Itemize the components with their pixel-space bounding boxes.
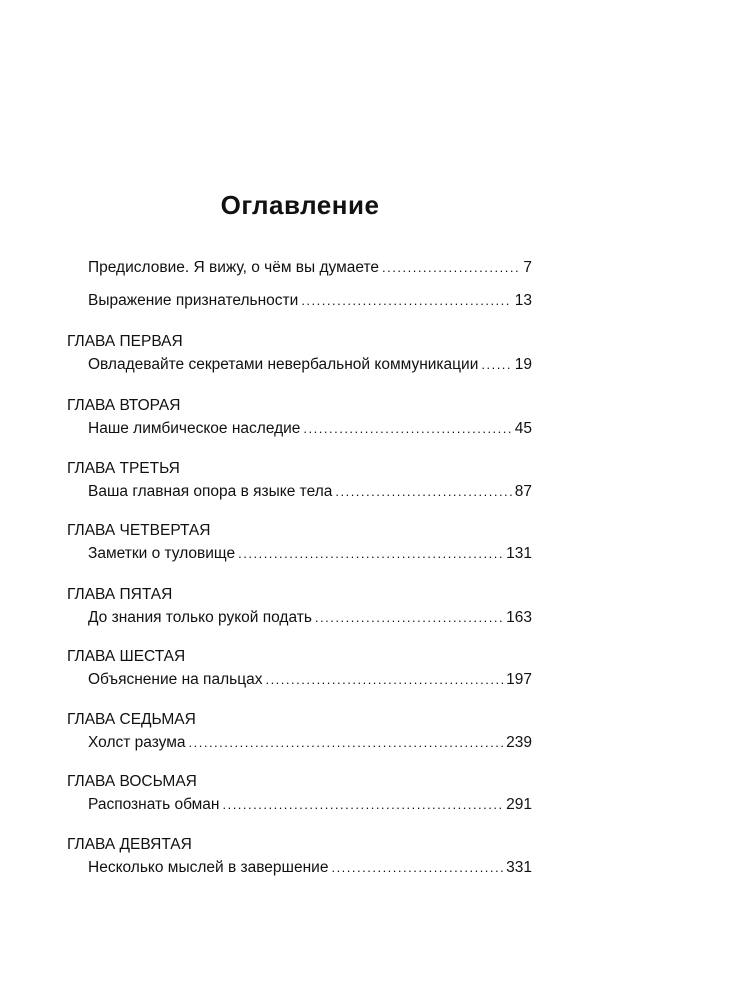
toc-entry-acknowledgements[interactable]	[88, 292, 532, 314]
chapter-heading: ГЛАВА ЧЕТВЕРТАЯ	[67, 522, 211, 539]
toc-entry-page: 291	[506, 796, 532, 813]
toc-entry-page: 163	[506, 609, 532, 626]
toc-entry-title: Заметки о туловище	[88, 545, 236, 562]
toc-entry-page: 331	[506, 859, 532, 876]
chapter-heading: ГЛАВА ПЯТАЯ	[67, 586, 173, 603]
toc-entry-title: Выражение признательности	[88, 292, 299, 309]
dot-leader	[301, 293, 511, 308]
toc-entry-chapter-4[interactable]	[88, 545, 532, 567]
toc-entry-page: 45	[514, 420, 532, 437]
dot-leader	[222, 797, 503, 812]
toc-entry-title: Овладевайте секретами невербальной коммуникации	[88, 356, 479, 373]
dot-leader	[315, 610, 503, 625]
dot-leader	[265, 672, 503, 687]
toc-entry-page: 13	[514, 292, 532, 309]
chapter-heading: ГЛАВА ВТОРАЯ	[67, 397, 181, 414]
chapter-heading: ГЛАВА ПЕРВАЯ	[67, 333, 183, 350]
chapter-heading: ГЛАВА ВОСЬМАЯ	[67, 773, 197, 790]
toc-entry-page: 87	[514, 483, 532, 500]
dot-leader	[382, 260, 520, 275]
chapter-heading: ГЛАВА ТРЕТЬЯ	[67, 460, 180, 477]
toc-entry-chapter-3[interactable]	[88, 483, 532, 505]
toc-entry-chapter-2[interactable]	[88, 420, 532, 442]
page-title: Оглавление	[220, 190, 380, 220]
dot-leader	[238, 546, 503, 561]
toc-entry-page: 131	[506, 545, 532, 562]
toc-entry-page: 19	[514, 356, 532, 373]
dot-leader	[331, 860, 503, 875]
toc-entry-page: 239	[506, 734, 532, 751]
toc-entry-title: Наше лимбическое наследие	[88, 420, 301, 437]
dot-leader	[481, 357, 511, 372]
toc-entry-title: Холст разума	[88, 734, 186, 751]
toc-entry-title: Несколько мыслей в завершение	[88, 859, 329, 876]
dot-leader	[189, 735, 504, 750]
toc-entry-title: До знания только рукой подать	[88, 609, 312, 626]
toc-entry-title: Распознать обман	[88, 796, 220, 813]
toc-entry-chapter-6[interactable]	[88, 671, 532, 693]
toc-entry-preface[interactable]	[88, 259, 532, 281]
toc-entry-page: 7	[523, 259, 532, 276]
toc-entry-chapter-5[interactable]	[88, 609, 532, 631]
dot-leader	[335, 484, 511, 499]
toc-entry-title: Предисловие. Я вижу, о чём вы думаете	[88, 259, 380, 276]
chapter-heading: ГЛАВА ШЕСТАЯ	[67, 648, 186, 665]
toc-entry-title: Объяснение на пальцах	[88, 671, 263, 688]
toc-entry-chapter-1[interactable]	[88, 356, 532, 378]
toc-entry-chapter-7[interactable]	[88, 734, 532, 756]
toc-entry-chapter-8[interactable]	[88, 796, 532, 818]
toc-entry-page: 197	[506, 671, 532, 688]
chapter-heading: ГЛАВА ДЕВЯТАЯ	[67, 836, 192, 853]
dot-leader	[303, 421, 511, 436]
toc-entry-chapter-9[interactable]	[88, 859, 532, 881]
toc-entry-title: Ваша главная опора в языке тела	[88, 483, 333, 500]
chapter-heading: ГЛАВА СЕДЬМАЯ	[67, 711, 196, 728]
